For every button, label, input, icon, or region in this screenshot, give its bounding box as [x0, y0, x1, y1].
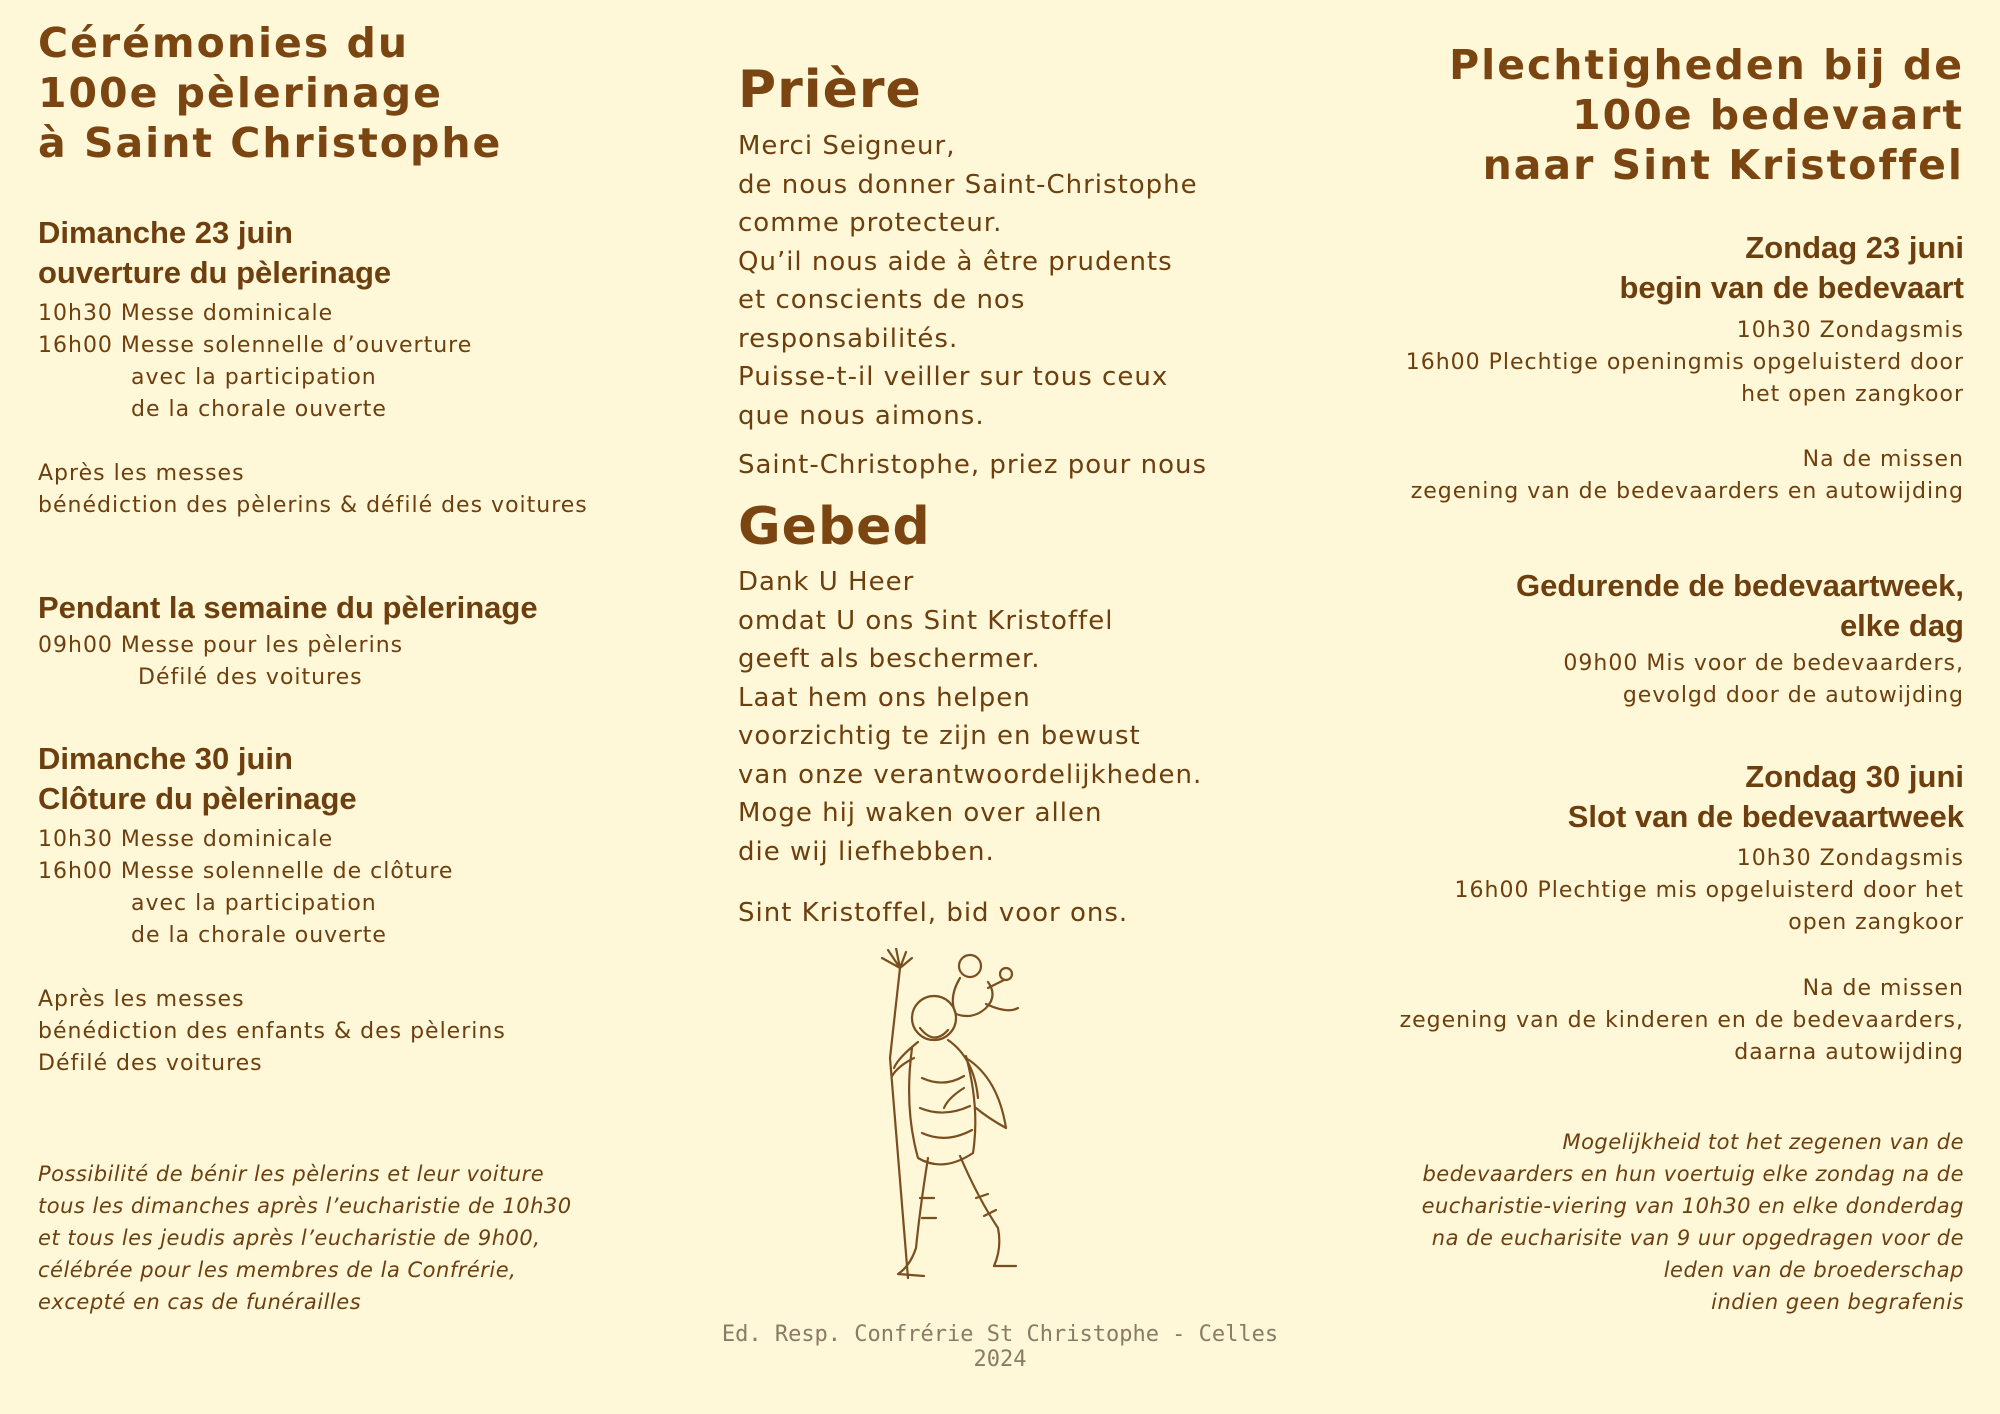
french-title: Cérémonies du 100e pèlerinage à Saint Christophe — [38, 19, 503, 167]
french-prayer-closing: Saint-Christophe, priez pour nous — [738, 450, 1207, 480]
dutch-sunday1-heading: Zondag 23 juni begin van de bedevaart — [1619, 230, 1964, 305]
dutch-week-text: 09h00 Mis voor de bedevaarders, gevolgd door de autowijding — [1563, 651, 1964, 708]
dutch-title: Plechtigheden bij de 100e bedevaart naar Sint Kristoffel — [1449, 41, 1964, 189]
french-note: Possibilité de bénir les pèlerins et leur voiture tous les dimanches après l’eucharistie de 10h30 et tous les jeudis après l’eucharistie de 9h00, célébrée pour les membres de la Confrérie, excepté en cas de funérailles — [38, 1162, 572, 1314]
french-prayer-text: Merci Seigneur, de nous donner Saint-Christophe comme protecteur. Qu’il nous aide à être prudents et conscients de nos responsabilités. Puisse-t-il veiller sur tous ceux que nous aimons. — [738, 131, 1198, 431]
dutch-sunday1-after: Na de missen zegening van de bedevaarders en autowijding — [1410, 447, 1964, 504]
french-week-heading: Pendant la semaine du pèlerinage — [38, 590, 538, 625]
saint-christopher-engraving-icon — [848, 948, 1068, 1288]
dutch-week-heading: Gedurende de bedevaartweek, elke dag — [1516, 568, 1964, 643]
french-sunday2-after: Après les messes bénédiction des enfants & des pèlerins Défilé des voitures — [38, 987, 506, 1076]
dutch-sunday1-text: 10h30 Zondagsmis 16h00 Plechtige openingmis opgeluisterd door het open zangkoor — [1405, 318, 1964, 407]
french-sunday1-after: Après les messes bénédiction des pèlerins & défilé des voitures — [38, 461, 588, 518]
dutch-sunday2-after: Na de missen zegening van de kinderen en de bedevaarders, daarna autowijding — [1399, 976, 1964, 1065]
french-sunday1-heading: Dimanche 23 juin ouverture du pèlerinage — [38, 215, 392, 290]
dutch-prayer-title: Gebed — [738, 497, 931, 557]
french-sunday2-heading: Dimanche 30 juin Clôture du pèlerinage — [38, 741, 357, 816]
french-prayer-title: Prière — [738, 60, 922, 120]
french-sunday1-line3: avec la participation de la chorale ouverte — [131, 365, 387, 422]
french-sunday1-line1: 10h30 Messe dominicale — [38, 301, 334, 326]
dutch-prayer-closing: Sint Kristoffel, bid voor ons. — [738, 898, 1129, 928]
french-sunday2-line2: 16h00 Messe solennelle de clôture — [38, 859, 454, 884]
publisher-footer: Ed. Resp. Confrérie St Christophe - Celles 2024 — [721, 1322, 1279, 1372]
french-week-line2: Défilé des voitures — [138, 665, 363, 690]
french-week-line1: 09h00 Messe pour les pèlerins — [38, 633, 404, 658]
dutch-sunday2-text: 10h30 Zondagsmis 16h00 Plechtige mis opgeluisterd door het open zangkoor — [1454, 846, 1964, 935]
french-sunday1-line2: 16h00 Messe solennelle d’ouverture — [38, 333, 473, 358]
french-sunday2-line3: avec la participation de la chorale ouverte — [131, 891, 387, 948]
dutch-sunday2-heading: Zondag 30 juni Slot van de bedevaartweek — [1567, 759, 1964, 834]
dutch-note: Mogelijkheid tot het zegenen van de bedevaarders en hun voertuig elke zondag na de eucharistie-viering van 10h30 en elke donderdag na de eucharisite van 9 uur opgedragen voor de leden van de broederschap indien geen begrafenis — [1421, 1130, 1964, 1314]
dutch-prayer-text: Dank U Heer omdat U ons Sint Kristoffel geeft als beschermer. Laat hem ons helpen voorzichtig te zijn en bewust van onze verantwoordelijkheden. Moge hij waken over allen die wij liefhebben. — [738, 567, 1203, 867]
french-sunday2-line1: 10h30 Messe dominicale — [38, 827, 334, 852]
